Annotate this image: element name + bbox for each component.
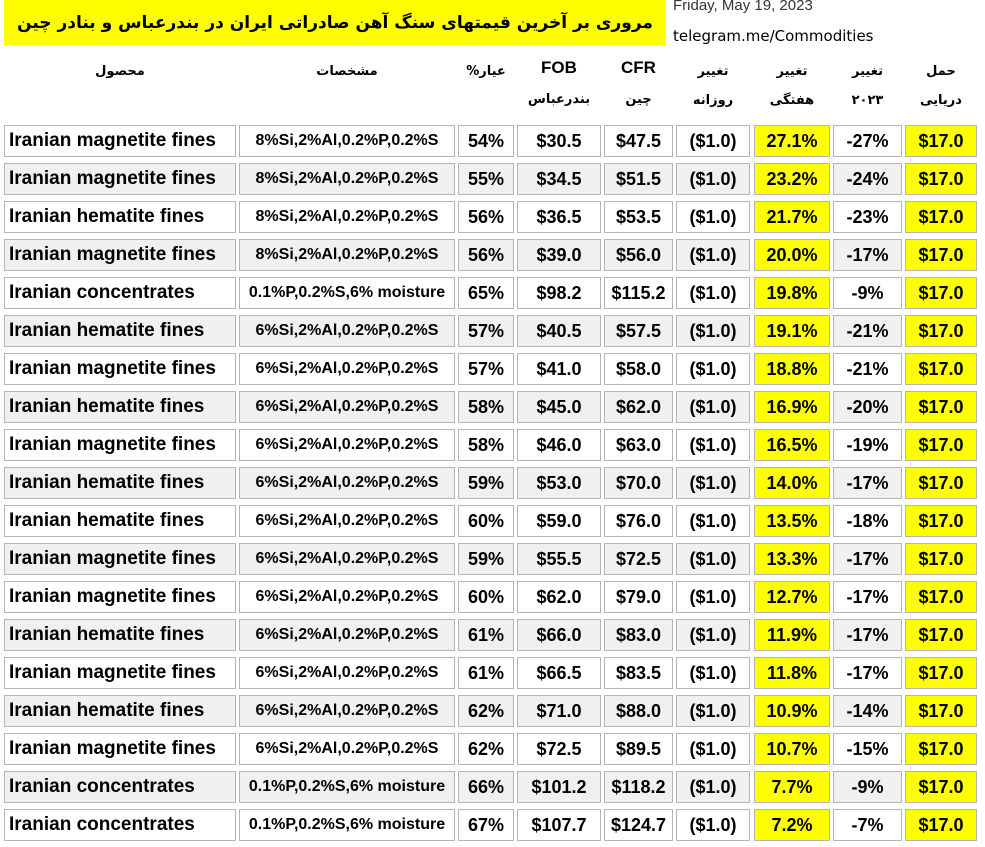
- specs-cell: 8%Si,2%Al,0.2%P,0.2%S: [239, 163, 455, 195]
- weekly-change-cell: 23.2%: [754, 163, 830, 195]
- page-title: مروری بر آخرین قیمتهای سنگ آهن صادراتی ایران در بندرعباس و بنادر چین: [4, 0, 666, 45]
- specs-cell: 6%Si,2%Al,0.2%P,0.2%S: [239, 315, 455, 347]
- source-link[interactable]: telegram.me/Commodities: [673, 27, 874, 45]
- cfr-price-cell: $76.0: [604, 505, 673, 537]
- col-header-weekly-line1: تغییر: [776, 64, 808, 79]
- daily-change-cell: ($1.0): [676, 581, 750, 613]
- table-row: [0, 426, 985, 464]
- freight-cell: $17.0: [905, 239, 977, 271]
- price-table: [0, 122, 985, 844]
- daily-change-cell: ($1.0): [676, 619, 750, 651]
- ytd-change-cell: -17%: [833, 657, 902, 689]
- weekly-change-cell: 20.0%: [754, 239, 830, 271]
- fob-price-cell: $71.0: [517, 695, 601, 727]
- ytd-change-cell: -9%: [833, 277, 902, 309]
- table-row: [0, 236, 985, 274]
- product-cell: Iranian magnetite fines: [4, 581, 236, 613]
- fob-price-cell: $53.0: [517, 467, 601, 499]
- col-header-fob-line2: بندرعباس: [527, 92, 591, 107]
- grade-cell: 62%: [458, 733, 514, 765]
- freight-cell: $17.0: [905, 771, 977, 803]
- col-header-ytd-line1: تغییر: [852, 64, 883, 79]
- weekly-change-cell: 19.1%: [754, 315, 830, 347]
- cfr-price-cell: $115.2: [604, 277, 673, 309]
- cfr-price-cell: $83.0: [604, 619, 673, 651]
- product-cell: Iranian magnetite fines: [4, 657, 236, 689]
- table-row: [0, 350, 985, 388]
- table-row: [0, 616, 985, 654]
- cfr-price-cell: $72.5: [604, 543, 673, 575]
- grade-cell: 57%: [458, 315, 514, 347]
- specs-cell: 6%Si,2%Al,0.2%P,0.2%S: [239, 733, 455, 765]
- freight-cell: $17.0: [905, 581, 977, 613]
- ytd-change-cell: -21%: [833, 315, 902, 347]
- table-row: [0, 692, 985, 730]
- col-header-fob: [517, 58, 601, 107]
- ytd-change-cell: -24%: [833, 163, 902, 195]
- freight-cell: $17.0: [905, 163, 977, 195]
- fob-price-cell: $101.2: [517, 771, 601, 803]
- grade-cell: 56%: [458, 239, 514, 271]
- ytd-change-cell: -17%: [833, 619, 902, 651]
- daily-change-cell: ($1.0): [676, 353, 750, 385]
- daily-change-cell: ($1.0): [676, 771, 750, 803]
- ytd-change-cell: -17%: [833, 543, 902, 575]
- daily-change-cell: ($1.0): [676, 809, 750, 841]
- col-header-specs: مشخصات: [316, 64, 378, 79]
- fob-price-cell: $46.0: [517, 429, 601, 461]
- report-date: Friday, May 19, 2023: [673, 0, 813, 14]
- daily-change-cell: ($1.0): [676, 543, 750, 575]
- fob-price-cell: $39.0: [517, 239, 601, 271]
- product-cell: Iranian concentrates: [4, 771, 236, 803]
- product-cell: Iranian hematite fines: [4, 201, 236, 233]
- cfr-price-cell: $57.5: [604, 315, 673, 347]
- cfr-price-cell: $53.5: [604, 201, 673, 233]
- product-cell: Iranian magnetite fines: [4, 163, 236, 195]
- weekly-change-cell: 12.7%: [754, 581, 830, 613]
- freight-cell: $17.0: [905, 809, 977, 841]
- specs-cell: 6%Si,2%Al,0.2%P,0.2%S: [239, 391, 455, 423]
- specs-cell: 6%Si,2%Al,0.2%P,0.2%S: [239, 429, 455, 461]
- col-header-daily-line1: تغییر: [697, 64, 729, 79]
- daily-change-cell: ($1.0): [676, 657, 750, 689]
- table-row: [0, 654, 985, 692]
- grade-cell: 58%: [458, 391, 514, 423]
- grade-cell: 66%: [458, 771, 514, 803]
- col-header-weekly: [754, 64, 830, 108]
- ytd-change-cell: -27%: [833, 125, 902, 157]
- table-row: [0, 122, 985, 160]
- product-cell: Iranian magnetite fines: [4, 733, 236, 765]
- freight-cell: $17.0: [905, 315, 977, 347]
- freight-cell: $17.0: [905, 695, 977, 727]
- specs-cell: 6%Si,2%Al,0.2%P,0.2%S: [239, 657, 455, 689]
- grade-cell: 57%: [458, 353, 514, 385]
- fob-price-cell: $34.5: [517, 163, 601, 195]
- col-header-freight-line2: دریایی: [920, 93, 962, 108]
- ytd-change-cell: -17%: [833, 467, 902, 499]
- product-cell: Iranian magnetite fines: [4, 429, 236, 461]
- cfr-price-cell: $83.5: [604, 657, 673, 689]
- fob-price-cell: $30.5: [517, 125, 601, 157]
- specs-cell: 0.1%P,0.2%S,6% moisture: [239, 771, 455, 803]
- grade-cell: 62%: [458, 695, 514, 727]
- freight-cell: $17.0: [905, 657, 977, 689]
- weekly-change-cell: 19.8%: [754, 277, 830, 309]
- weekly-change-cell: 18.8%: [754, 353, 830, 385]
- weekly-change-cell: 11.8%: [754, 657, 830, 689]
- daily-change-cell: ($1.0): [676, 163, 750, 195]
- col-header-ytd: [833, 64, 902, 108]
- grade-cell: 59%: [458, 467, 514, 499]
- ytd-change-cell: -21%: [833, 353, 902, 385]
- cfr-price-cell: $88.0: [604, 695, 673, 727]
- ytd-change-cell: -9%: [833, 771, 902, 803]
- daily-change-cell: ($1.0): [676, 391, 750, 423]
- grade-cell: 56%: [458, 201, 514, 233]
- cfr-price-cell: $62.0: [604, 391, 673, 423]
- specs-cell: 6%Si,2%Al,0.2%P,0.2%S: [239, 619, 455, 651]
- grade-cell: 58%: [458, 429, 514, 461]
- freight-cell: $17.0: [905, 467, 977, 499]
- product-cell: Iranian hematite fines: [4, 315, 236, 347]
- col-header-daily: [676, 64, 750, 108]
- cfr-price-cell: $118.2: [604, 771, 673, 803]
- daily-change-cell: ($1.0): [676, 315, 750, 347]
- table-row: [0, 312, 985, 350]
- col-header-grade: %عیار: [466, 64, 506, 79]
- table-row: [0, 388, 985, 426]
- ytd-change-cell: -7%: [833, 809, 902, 841]
- fob-price-cell: $72.5: [517, 733, 601, 765]
- product-cell: Iranian hematite fines: [4, 391, 236, 423]
- ytd-change-cell: -17%: [833, 581, 902, 613]
- fob-price-cell: $107.7: [517, 809, 601, 841]
- cfr-price-cell: $47.5: [604, 125, 673, 157]
- cfr-price-cell: $58.0: [604, 353, 673, 385]
- freight-cell: $17.0: [905, 277, 977, 309]
- weekly-change-cell: 21.7%: [754, 201, 830, 233]
- product-cell: Iranian concentrates: [4, 809, 236, 841]
- product-cell: Iranian magnetite fines: [4, 239, 236, 271]
- fob-price-cell: $40.5: [517, 315, 601, 347]
- fob-price-cell: $55.5: [517, 543, 601, 575]
- weekly-change-cell: 7.2%: [754, 809, 830, 841]
- cfr-price-cell: $70.0: [604, 467, 673, 499]
- daily-change-cell: ($1.0): [676, 201, 750, 233]
- product-cell: Iranian magnetite fines: [4, 353, 236, 385]
- grade-cell: 67%: [458, 809, 514, 841]
- grade-cell: 60%: [458, 581, 514, 613]
- grade-cell: 59%: [458, 543, 514, 575]
- product-cell: Iranian hematite fines: [4, 695, 236, 727]
- specs-cell: 6%Si,2%Al,0.2%P,0.2%S: [239, 505, 455, 537]
- grade-cell: 60%: [458, 505, 514, 537]
- table-row: [0, 274, 985, 312]
- product-cell: Iranian hematite fines: [4, 619, 236, 651]
- grade-cell: 65%: [458, 277, 514, 309]
- daily-change-cell: ($1.0): [676, 239, 750, 271]
- table-row: [0, 464, 985, 502]
- weekly-change-cell: 13.3%: [754, 543, 830, 575]
- freight-cell: $17.0: [905, 543, 977, 575]
- cfr-price-cell: $124.7: [604, 809, 673, 841]
- ytd-change-cell: -19%: [833, 429, 902, 461]
- specs-cell: 0.1%P,0.2%S,6% moisture: [239, 277, 455, 309]
- cfr-price-cell: $63.0: [604, 429, 673, 461]
- daily-change-cell: ($1.0): [676, 467, 750, 499]
- freight-cell: $17.0: [905, 201, 977, 233]
- specs-cell: 0.1%P,0.2%S,6% moisture: [239, 809, 455, 841]
- specs-cell: 8%Si,2%Al,0.2%P,0.2%S: [239, 239, 455, 271]
- fob-price-cell: $66.5: [517, 657, 601, 689]
- fob-price-cell: $66.0: [517, 619, 601, 651]
- daily-change-cell: ($1.0): [676, 505, 750, 537]
- weekly-change-cell: 10.7%: [754, 733, 830, 765]
- freight-cell: $17.0: [905, 391, 977, 423]
- weekly-change-cell: 14.0%: [754, 467, 830, 499]
- ytd-change-cell: -20%: [833, 391, 902, 423]
- freight-cell: $17.0: [905, 125, 977, 157]
- table-row: [0, 502, 985, 540]
- col-header-cfr: [604, 58, 673, 107]
- daily-change-cell: ($1.0): [676, 429, 750, 461]
- col-header-cfr-line2: چین: [625, 92, 652, 107]
- cfr-price-cell: $79.0: [604, 581, 673, 613]
- cfr-price-cell: $56.0: [604, 239, 673, 271]
- fob-price-cell: $62.0: [517, 581, 601, 613]
- table-row: [0, 578, 985, 616]
- col-header-cfr-line1: CFR: [621, 58, 656, 77]
- table-row: [0, 198, 985, 236]
- fob-price-cell: $59.0: [517, 505, 601, 537]
- specs-cell: 6%Si,2%Al,0.2%P,0.2%S: [239, 543, 455, 575]
- col-header-product: محصول: [95, 64, 145, 79]
- ytd-change-cell: -18%: [833, 505, 902, 537]
- table-row: [0, 806, 985, 844]
- weekly-change-cell: 16.9%: [754, 391, 830, 423]
- ytd-change-cell: -14%: [833, 695, 902, 727]
- fob-price-cell: $45.0: [517, 391, 601, 423]
- col-header-fob-line1: FOB: [541, 58, 577, 77]
- fob-price-cell: $41.0: [517, 353, 601, 385]
- col-header-weekly-line2: هفتگی: [769, 93, 815, 108]
- table-row: [0, 768, 985, 806]
- weekly-change-cell: 13.5%: [754, 505, 830, 537]
- weekly-change-cell: 7.7%: [754, 771, 830, 803]
- product-cell: Iranian concentrates: [4, 277, 236, 309]
- freight-cell: $17.0: [905, 429, 977, 461]
- ytd-change-cell: -17%: [833, 239, 902, 271]
- weekly-change-cell: 10.9%: [754, 695, 830, 727]
- specs-cell: 6%Si,2%Al,0.2%P,0.2%S: [239, 695, 455, 727]
- col-header-daily-line2: روزانه: [692, 93, 734, 108]
- col-header-ytd-line2: ۲۰۲۳: [851, 93, 884, 108]
- ytd-change-cell: -15%: [833, 733, 902, 765]
- product-cell: Iranian magnetite fines: [4, 125, 236, 157]
- weekly-change-cell: 27.1%: [754, 125, 830, 157]
- weekly-change-cell: 11.9%: [754, 619, 830, 651]
- col-header-freight-line1: حمل: [926, 64, 956, 79]
- specs-cell: 6%Si,2%Al,0.2%P,0.2%S: [239, 353, 455, 385]
- specs-cell: 6%Si,2%Al,0.2%P,0.2%S: [239, 581, 455, 613]
- grade-cell: 55%: [458, 163, 514, 195]
- product-cell: Iranian hematite fines: [4, 505, 236, 537]
- daily-change-cell: ($1.0): [676, 695, 750, 727]
- grade-cell: 61%: [458, 619, 514, 651]
- freight-cell: $17.0: [905, 505, 977, 537]
- freight-cell: $17.0: [905, 733, 977, 765]
- col-header-freight: [905, 64, 977, 108]
- freight-cell: $17.0: [905, 619, 977, 651]
- grade-cell: 61%: [458, 657, 514, 689]
- grade-cell: 54%: [458, 125, 514, 157]
- fob-price-cell: $98.2: [517, 277, 601, 309]
- product-cell: Iranian hematite fines: [4, 467, 236, 499]
- product-cell: Iranian magnetite fines: [4, 543, 236, 575]
- ytd-change-cell: -23%: [833, 201, 902, 233]
- cfr-price-cell: $51.5: [604, 163, 673, 195]
- daily-change-cell: ($1.0): [676, 733, 750, 765]
- table-row: [0, 730, 985, 768]
- specs-cell: 6%Si,2%Al,0.2%P,0.2%S: [239, 467, 455, 499]
- table-row: [0, 540, 985, 578]
- daily-change-cell: ($1.0): [676, 125, 750, 157]
- specs-cell: 8%Si,2%Al,0.2%P,0.2%S: [239, 125, 455, 157]
- freight-cell: $17.0: [905, 353, 977, 385]
- specs-cell: 8%Si,2%Al,0.2%P,0.2%S: [239, 201, 455, 233]
- fob-price-cell: $36.5: [517, 201, 601, 233]
- table-row: [0, 160, 985, 198]
- weekly-change-cell: 16.5%: [754, 429, 830, 461]
- cfr-price-cell: $89.5: [604, 733, 673, 765]
- daily-change-cell: ($1.0): [676, 277, 750, 309]
